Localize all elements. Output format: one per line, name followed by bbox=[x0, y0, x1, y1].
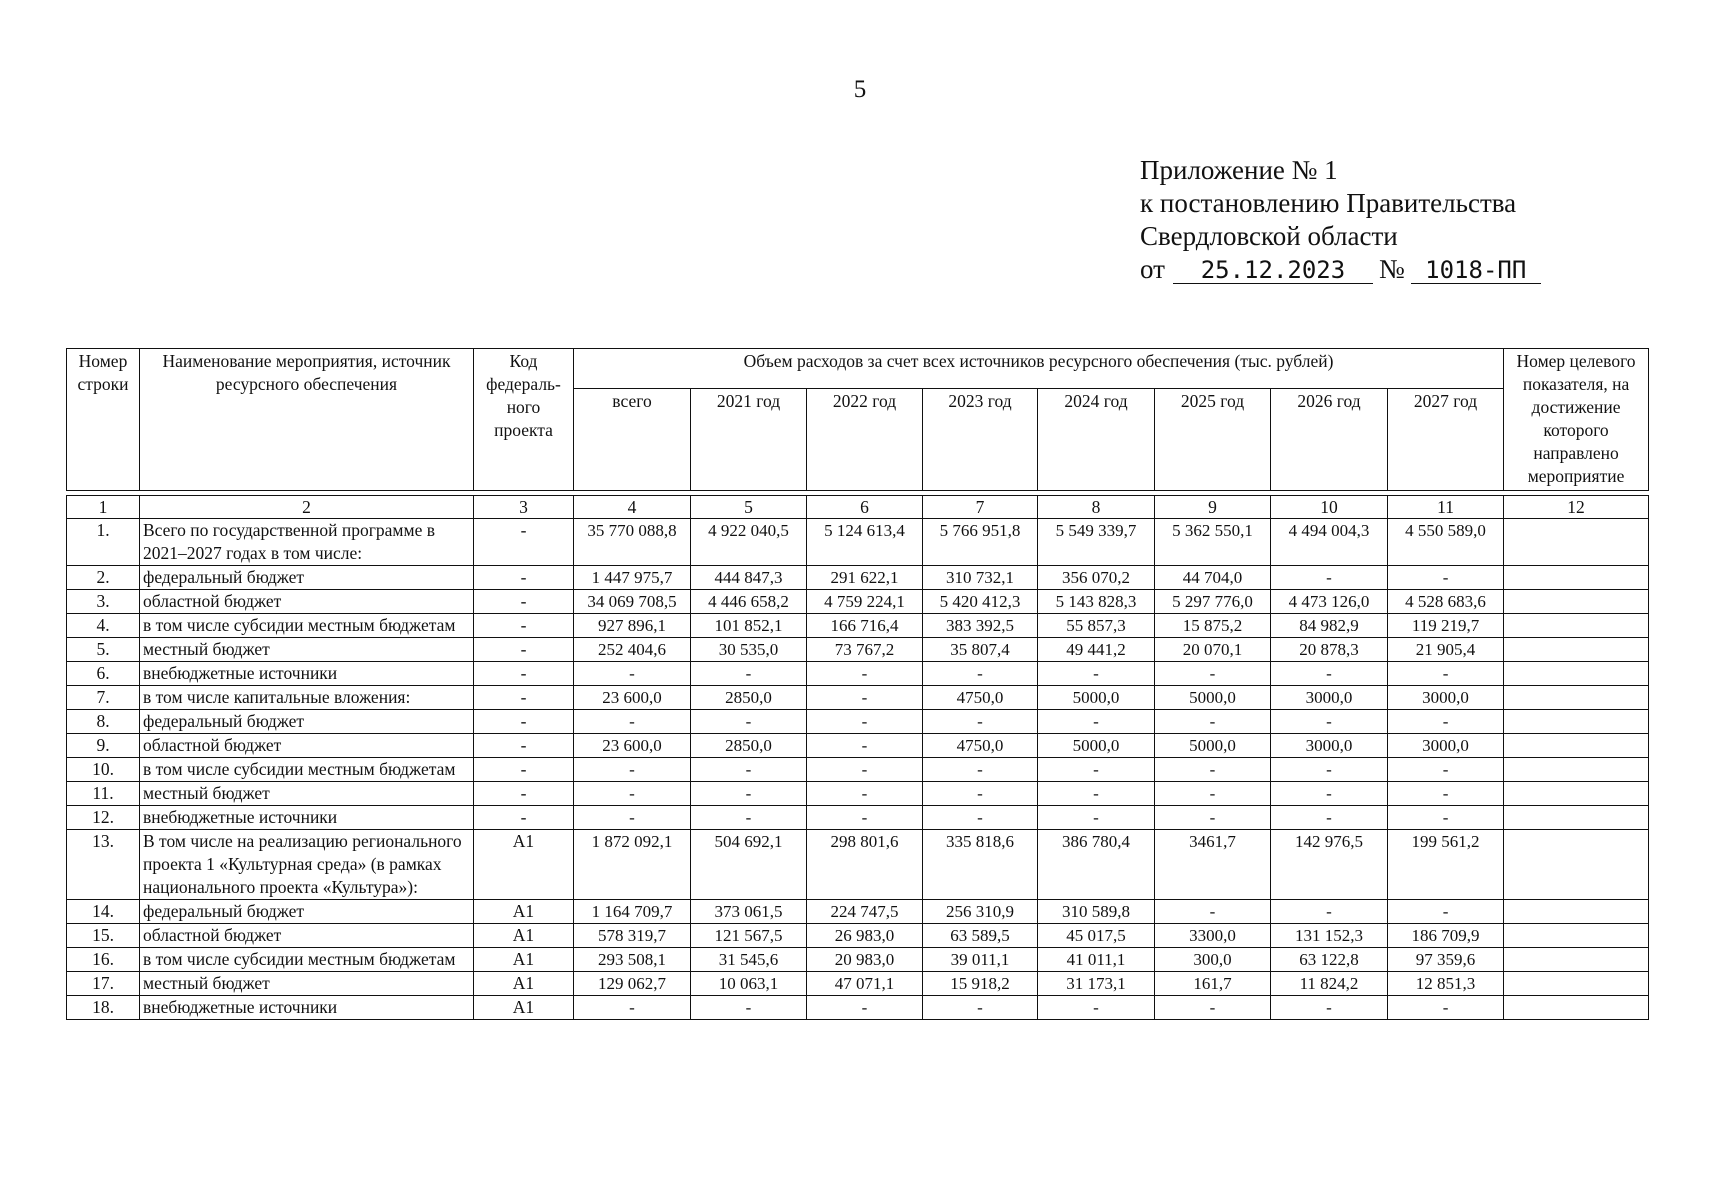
row-year-value-cell: 121 567,5 bbox=[691, 924, 807, 948]
row-year-value-cell: - bbox=[1388, 710, 1504, 734]
row-year-value-cell: 4750,0 bbox=[923, 734, 1038, 758]
column-number: 12 bbox=[1504, 496, 1649, 519]
row-year-value-cell: - bbox=[807, 806, 923, 830]
row-total-cell: 129 062,7 bbox=[574, 972, 691, 996]
row-year-value-cell: - bbox=[1038, 758, 1155, 782]
resolution-date: 25.12.2023 bbox=[1173, 257, 1373, 284]
row-year-value-cell: - bbox=[1388, 900, 1504, 924]
row-year-value-cell: 5000,0 bbox=[1038, 734, 1155, 758]
row-year-value-cell: - bbox=[1038, 782, 1155, 806]
row-year-value-cell: 2850,0 bbox=[691, 734, 807, 758]
row-year-value-cell: 4 446 658,2 bbox=[691, 590, 807, 614]
header-year: 2024 год bbox=[1038, 389, 1155, 491]
row-total-cell: 23 600,0 bbox=[574, 686, 691, 710]
row-year-value-cell: 2850,0 bbox=[691, 686, 807, 710]
row-year-value-cell: 3300,0 bbox=[1155, 924, 1271, 948]
row-number-cell: 5. bbox=[67, 638, 140, 662]
table-row bbox=[67, 948, 1649, 972]
row-number-cell: 6. bbox=[67, 662, 140, 686]
table-row bbox=[67, 566, 1649, 590]
column-number: 10 bbox=[1271, 496, 1388, 519]
row-year-value-cell: 63 122,8 bbox=[1271, 948, 1388, 972]
row-name-cell: Всего по государственной программе в 2021–2027 годах в том числе: bbox=[140, 519, 474, 566]
header-name: Наименование мероприятия, источник ресурсного обеспечения bbox=[140, 349, 474, 491]
table-row bbox=[67, 519, 1649, 566]
row-year-value-cell: 41 011,1 bbox=[1038, 948, 1155, 972]
row-year-value-cell: 35 807,4 bbox=[923, 638, 1038, 662]
row-name-cell: в том числе субсидии местным бюджетам bbox=[140, 758, 474, 782]
from-label: от bbox=[1140, 254, 1165, 284]
row-year-value-cell: 199 561,2 bbox=[1388, 830, 1504, 900]
row-year-value-cell: 10 063,1 bbox=[691, 972, 807, 996]
row-code-cell: А1 bbox=[474, 830, 574, 900]
header-federal-code: Код федераль-ного проекта bbox=[474, 349, 574, 491]
row-year-value-cell: 383 392,5 bbox=[923, 614, 1038, 638]
row-code-cell: - bbox=[474, 782, 574, 806]
row-year-value-cell: - bbox=[1388, 806, 1504, 830]
row-year-value-cell: 300,0 bbox=[1155, 948, 1271, 972]
row-target-cell bbox=[1504, 758, 1649, 782]
row-name-cell: федеральный бюджет bbox=[140, 710, 474, 734]
row-year-value-cell: - bbox=[1038, 662, 1155, 686]
row-year-value-cell: - bbox=[1038, 710, 1155, 734]
row-year-value-cell: 97 359,6 bbox=[1388, 948, 1504, 972]
row-code-cell: А1 bbox=[474, 948, 574, 972]
row-year-value-cell: 386 780,4 bbox=[1038, 830, 1155, 900]
row-year-value-cell: 4750,0 bbox=[923, 686, 1038, 710]
row-year-value-cell: 12 851,3 bbox=[1388, 972, 1504, 996]
row-year-value-cell: - bbox=[691, 806, 807, 830]
row-number-cell: 14. bbox=[67, 900, 140, 924]
row-name-cell: внебюджетные источники bbox=[140, 806, 474, 830]
row-year-value-cell: 356 070,2 bbox=[1038, 566, 1155, 590]
column-number: 6 bbox=[807, 496, 923, 519]
row-year-value-cell: 161,7 bbox=[1155, 972, 1271, 996]
row-year-value-cell: - bbox=[1155, 782, 1271, 806]
row-year-value-cell: 4 473 126,0 bbox=[1271, 590, 1388, 614]
row-year-value-cell: 63 589,5 bbox=[923, 924, 1038, 948]
header-volume: Объем расходов за счет всех источников ресурсного обеспечения (тыс. рублей) bbox=[574, 349, 1504, 389]
row-year-value-cell: - bbox=[923, 806, 1038, 830]
header-year: 2023 год bbox=[923, 389, 1038, 491]
row-year-value-cell: - bbox=[807, 734, 923, 758]
row-year-value-cell: - bbox=[691, 996, 807, 1020]
table-row bbox=[67, 782, 1649, 806]
row-target-cell bbox=[1504, 830, 1649, 900]
row-year-value-cell: - bbox=[1388, 662, 1504, 686]
row-name-cell: внебюджетные источники bbox=[140, 662, 474, 686]
table-row bbox=[67, 638, 1649, 662]
row-name-cell: областной бюджет bbox=[140, 590, 474, 614]
row-year-value-cell: 5 766 951,8 bbox=[923, 519, 1038, 566]
row-year-value-cell: - bbox=[807, 686, 923, 710]
row-year-value-cell: 39 011,1 bbox=[923, 948, 1038, 972]
row-name-cell: федеральный бюджет bbox=[140, 566, 474, 590]
row-name-cell: областной бюджет bbox=[140, 924, 474, 948]
row-year-value-cell: 256 310,9 bbox=[923, 900, 1038, 924]
row-year-value-cell: 4 550 589,0 bbox=[1388, 519, 1504, 566]
row-total-cell: - bbox=[574, 996, 691, 1020]
row-year-value-cell: - bbox=[691, 710, 807, 734]
row-year-value-cell: - bbox=[1038, 996, 1155, 1020]
column-number: 3 bbox=[474, 496, 574, 519]
row-year-value-cell: - bbox=[1271, 900, 1388, 924]
header-target: Номер целевого показателя, на достижение которого направлено мероприятие bbox=[1504, 349, 1649, 491]
table-row bbox=[67, 924, 1649, 948]
row-year-value-cell: - bbox=[1155, 900, 1271, 924]
row-name-cell: в том числе капитальные вложения: bbox=[140, 686, 474, 710]
row-target-cell bbox=[1504, 972, 1649, 996]
header-year: 2026 год bbox=[1271, 389, 1388, 491]
row-year-value-cell: - bbox=[807, 710, 923, 734]
row-total-cell: 1 872 092,1 bbox=[574, 830, 691, 900]
row-year-value-cell: 21 905,4 bbox=[1388, 638, 1504, 662]
row-total-cell: 252 404,6 bbox=[574, 638, 691, 662]
row-year-value-cell: 131 152,3 bbox=[1271, 924, 1388, 948]
row-year-value-cell: 444 847,3 bbox=[691, 566, 807, 590]
row-year-value-cell: 49 441,2 bbox=[1038, 638, 1155, 662]
row-year-value-cell: 335 818,6 bbox=[923, 830, 1038, 900]
row-year-value-cell: - bbox=[807, 996, 923, 1020]
row-code-cell: - bbox=[474, 734, 574, 758]
row-year-value-cell: - bbox=[807, 758, 923, 782]
row-target-cell bbox=[1504, 590, 1649, 614]
column-number: 7 bbox=[923, 496, 1038, 519]
row-year-value-cell: 291 622,1 bbox=[807, 566, 923, 590]
row-year-value-cell: 31 545,6 bbox=[691, 948, 807, 972]
row-number-cell: 8. bbox=[67, 710, 140, 734]
row-code-cell: - bbox=[474, 614, 574, 638]
row-name-cell: местный бюджет bbox=[140, 782, 474, 806]
row-year-value-cell: 4 759 224,1 bbox=[807, 590, 923, 614]
row-number-cell: 16. bbox=[67, 948, 140, 972]
number-label: № bbox=[1378, 254, 1405, 284]
row-code-cell: - bbox=[474, 686, 574, 710]
column-number: 2 bbox=[140, 496, 474, 519]
row-code-cell: - bbox=[474, 590, 574, 614]
row-number-cell: 10. bbox=[67, 758, 140, 782]
row-year-value-cell: - bbox=[807, 782, 923, 806]
row-year-value-cell: 5 549 339,7 bbox=[1038, 519, 1155, 566]
column-number: 5 bbox=[691, 496, 807, 519]
row-year-value-cell: - bbox=[923, 710, 1038, 734]
row-total-cell: - bbox=[574, 662, 691, 686]
row-number-cell: 13. bbox=[67, 830, 140, 900]
row-year-value-cell: 5 297 776,0 bbox=[1155, 590, 1271, 614]
row-year-value-cell: - bbox=[691, 758, 807, 782]
row-year-value-cell: - bbox=[923, 782, 1038, 806]
row-number-cell: 11. bbox=[67, 782, 140, 806]
row-year-value-cell: - bbox=[1271, 996, 1388, 1020]
row-name-cell: местный бюджет bbox=[140, 638, 474, 662]
row-year-value-cell: 45 017,5 bbox=[1038, 924, 1155, 948]
row-code-cell: А1 bbox=[474, 924, 574, 948]
column-number: 4 bbox=[574, 496, 691, 519]
row-year-value-cell: - bbox=[1155, 806, 1271, 830]
row-year-value-cell: - bbox=[1271, 566, 1388, 590]
row-total-cell: - bbox=[574, 782, 691, 806]
row-number-cell: 1. bbox=[67, 519, 140, 566]
row-year-value-cell: 4 528 683,6 bbox=[1388, 590, 1504, 614]
row-number-cell: 2. bbox=[67, 566, 140, 590]
header-year: 2021 год bbox=[691, 389, 807, 491]
row-code-cell: - bbox=[474, 662, 574, 686]
row-target-cell bbox=[1504, 662, 1649, 686]
row-year-value-cell: - bbox=[691, 782, 807, 806]
row-year-value-cell: - bbox=[1155, 996, 1271, 1020]
row-code-cell: - bbox=[474, 710, 574, 734]
row-year-value-cell: - bbox=[1388, 758, 1504, 782]
row-name-cell: федеральный бюджет bbox=[140, 900, 474, 924]
row-number-cell: 15. bbox=[67, 924, 140, 948]
column-number: 1 bbox=[67, 496, 140, 519]
row-year-value-cell: - bbox=[1155, 710, 1271, 734]
table-row bbox=[67, 590, 1649, 614]
row-year-value-cell: 73 767,2 bbox=[807, 638, 923, 662]
header-year: 2027 год bbox=[1388, 389, 1504, 491]
row-target-cell bbox=[1504, 948, 1649, 972]
row-year-value-cell: 4 922 040,5 bbox=[691, 519, 807, 566]
row-code-cell: А1 bbox=[474, 972, 574, 996]
row-year-value-cell: 373 061,5 bbox=[691, 900, 807, 924]
table-body bbox=[67, 519, 1649, 1020]
row-total-cell: 578 319,7 bbox=[574, 924, 691, 948]
column-number: 11 bbox=[1388, 496, 1504, 519]
row-number-cell: 3. bbox=[67, 590, 140, 614]
row-year-value-cell: 5000,0 bbox=[1038, 686, 1155, 710]
row-year-value-cell: 3461,7 bbox=[1155, 830, 1271, 900]
row-year-value-cell: 31 173,1 bbox=[1038, 972, 1155, 996]
row-total-cell: 34 069 708,5 bbox=[574, 590, 691, 614]
appendix-header bbox=[1140, 154, 1541, 286]
row-year-value-cell: 84 982,9 bbox=[1271, 614, 1388, 638]
table-row bbox=[67, 972, 1649, 996]
table-row bbox=[67, 996, 1649, 1020]
row-number-cell: 12. bbox=[67, 806, 140, 830]
row-total-cell: 1 447 975,7 bbox=[574, 566, 691, 590]
row-year-value-cell: 101 852,1 bbox=[691, 614, 807, 638]
row-total-cell: 293 508,1 bbox=[574, 948, 691, 972]
header-total: всего bbox=[574, 389, 691, 491]
row-year-value-cell: 15 875,2 bbox=[1155, 614, 1271, 638]
table-row bbox=[67, 758, 1649, 782]
row-year-value-cell: - bbox=[1388, 566, 1504, 590]
page-number: 5 bbox=[853, 76, 867, 103]
row-year-value-cell: - bbox=[1155, 758, 1271, 782]
row-year-value-cell: - bbox=[1271, 758, 1388, 782]
table-row bbox=[67, 900, 1649, 924]
appendix-line-region: Свердловской области bbox=[1140, 221, 1398, 251]
row-year-value-cell: - bbox=[1271, 782, 1388, 806]
row-year-value-cell: 26 983,0 bbox=[807, 924, 923, 948]
row-name-cell: местный бюджет bbox=[140, 972, 474, 996]
row-year-value-cell: - bbox=[1271, 806, 1388, 830]
row-year-value-cell: - bbox=[1271, 710, 1388, 734]
row-year-value-cell: 4 494 004,3 bbox=[1271, 519, 1388, 566]
row-target-cell bbox=[1504, 782, 1649, 806]
row-year-value-cell: 5 362 550,1 bbox=[1155, 519, 1271, 566]
row-year-value-cell: - bbox=[1388, 782, 1504, 806]
row-target-cell bbox=[1504, 734, 1649, 758]
row-name-cell: в том числе субсидии местным бюджетам bbox=[140, 948, 474, 972]
table-row bbox=[67, 710, 1649, 734]
appendix-line-date-number bbox=[1140, 253, 1541, 286]
expenditure-table bbox=[66, 348, 1649, 1020]
appendix-line-resolution: к постановлению Правительства bbox=[1140, 188, 1517, 218]
appendix-title: Приложение № 1 bbox=[1140, 155, 1338, 185]
row-target-cell bbox=[1504, 924, 1649, 948]
row-number-cell: 18. bbox=[67, 996, 140, 1020]
row-year-value-cell: 119 219,7 bbox=[1388, 614, 1504, 638]
table-row bbox=[67, 830, 1649, 900]
row-year-value-cell: 224 747,5 bbox=[807, 900, 923, 924]
row-name-cell: В том числе на реализацию регионального проекта 1 «Культурная среда» (в рамках национального проекта «Культура»): bbox=[140, 830, 474, 900]
row-year-value-cell: - bbox=[923, 996, 1038, 1020]
row-name-cell: в том числе субсидии местным бюджетам bbox=[140, 614, 474, 638]
row-year-value-cell: 3000,0 bbox=[1388, 734, 1504, 758]
row-year-value-cell: 3000,0 bbox=[1271, 686, 1388, 710]
row-year-value-cell: 20 070,1 bbox=[1155, 638, 1271, 662]
row-total-cell: - bbox=[574, 806, 691, 830]
row-year-value-cell: - bbox=[1155, 662, 1271, 686]
header-year: 2022 год bbox=[807, 389, 923, 491]
row-name-cell: областной бюджет bbox=[140, 734, 474, 758]
row-target-cell bbox=[1504, 900, 1649, 924]
row-target-cell bbox=[1504, 806, 1649, 830]
row-year-value-cell: 3000,0 bbox=[1388, 686, 1504, 710]
row-number-cell: 7. bbox=[67, 686, 140, 710]
row-target-cell bbox=[1504, 566, 1649, 590]
row-code-cell: - bbox=[474, 638, 574, 662]
row-year-value-cell: - bbox=[1388, 996, 1504, 1020]
row-total-cell: - bbox=[574, 710, 691, 734]
column-numbers-row bbox=[67, 496, 1649, 519]
row-target-cell bbox=[1504, 996, 1649, 1020]
row-year-value-cell: - bbox=[1271, 662, 1388, 686]
row-year-value-cell: 5 143 828,3 bbox=[1038, 590, 1155, 614]
row-total-cell: - bbox=[574, 758, 691, 782]
table-row bbox=[67, 734, 1649, 758]
row-year-value-cell: 20 878,3 bbox=[1271, 638, 1388, 662]
resolution-number: 1018-ПП bbox=[1411, 257, 1541, 284]
row-total-cell: 35 770 088,8 bbox=[574, 519, 691, 566]
row-year-value-cell: 30 535,0 bbox=[691, 638, 807, 662]
column-number: 9 bbox=[1155, 496, 1271, 519]
row-number-cell: 9. bbox=[67, 734, 140, 758]
row-target-cell bbox=[1504, 638, 1649, 662]
table-row bbox=[67, 662, 1649, 686]
row-year-value-cell: 55 857,3 bbox=[1038, 614, 1155, 638]
table-row bbox=[67, 686, 1649, 710]
row-year-value-cell: 11 824,2 bbox=[1271, 972, 1388, 996]
row-year-value-cell: - bbox=[691, 662, 807, 686]
row-code-cell: - bbox=[474, 806, 574, 830]
row-code-cell: А1 bbox=[474, 996, 574, 1020]
row-target-cell bbox=[1504, 614, 1649, 638]
table-row bbox=[67, 806, 1649, 830]
row-year-value-cell: 20 983,0 bbox=[807, 948, 923, 972]
row-total-cell: 23 600,0 bbox=[574, 734, 691, 758]
row-target-cell bbox=[1504, 686, 1649, 710]
row-year-value-cell: 5000,0 bbox=[1155, 734, 1271, 758]
row-year-value-cell: - bbox=[923, 758, 1038, 782]
row-year-value-cell: - bbox=[923, 662, 1038, 686]
row-year-value-cell: 504 692,1 bbox=[691, 830, 807, 900]
row-code-cell: - bbox=[474, 758, 574, 782]
row-year-value-cell: 15 918,2 bbox=[923, 972, 1038, 996]
row-total-cell: 927 896,1 bbox=[574, 614, 691, 638]
row-year-value-cell: 5 124 613,4 bbox=[807, 519, 923, 566]
row-year-value-cell: - bbox=[807, 662, 923, 686]
row-name-cell: внебюджетные источники bbox=[140, 996, 474, 1020]
row-year-value-cell: 5000,0 bbox=[1155, 686, 1271, 710]
row-year-value-cell: 310 732,1 bbox=[923, 566, 1038, 590]
row-year-value-cell: 3000,0 bbox=[1271, 734, 1388, 758]
row-number-cell: 17. bbox=[67, 972, 140, 996]
header-row-number: Номер строки bbox=[67, 349, 140, 491]
header-year: 2025 год bbox=[1155, 389, 1271, 491]
row-code-cell: - bbox=[474, 519, 574, 566]
row-year-value-cell: 5 420 412,3 bbox=[923, 590, 1038, 614]
row-year-value-cell: 298 801,6 bbox=[807, 830, 923, 900]
row-code-cell: А1 bbox=[474, 900, 574, 924]
table-row bbox=[67, 614, 1649, 638]
row-year-value-cell: - bbox=[1038, 806, 1155, 830]
row-year-value-cell: 47 071,1 bbox=[807, 972, 923, 996]
row-target-cell bbox=[1504, 519, 1649, 566]
row-number-cell: 4. bbox=[67, 614, 140, 638]
row-year-value-cell: 166 716,4 bbox=[807, 614, 923, 638]
row-total-cell: 1 164 709,7 bbox=[574, 900, 691, 924]
column-number: 8 bbox=[1038, 496, 1155, 519]
row-year-value-cell: 310 589,8 bbox=[1038, 900, 1155, 924]
row-year-value-cell: 44 704,0 bbox=[1155, 566, 1271, 590]
row-target-cell bbox=[1504, 710, 1649, 734]
row-year-value-cell: 186 709,9 bbox=[1388, 924, 1504, 948]
row-code-cell: - bbox=[474, 566, 574, 590]
row-year-value-cell: 142 976,5 bbox=[1271, 830, 1388, 900]
